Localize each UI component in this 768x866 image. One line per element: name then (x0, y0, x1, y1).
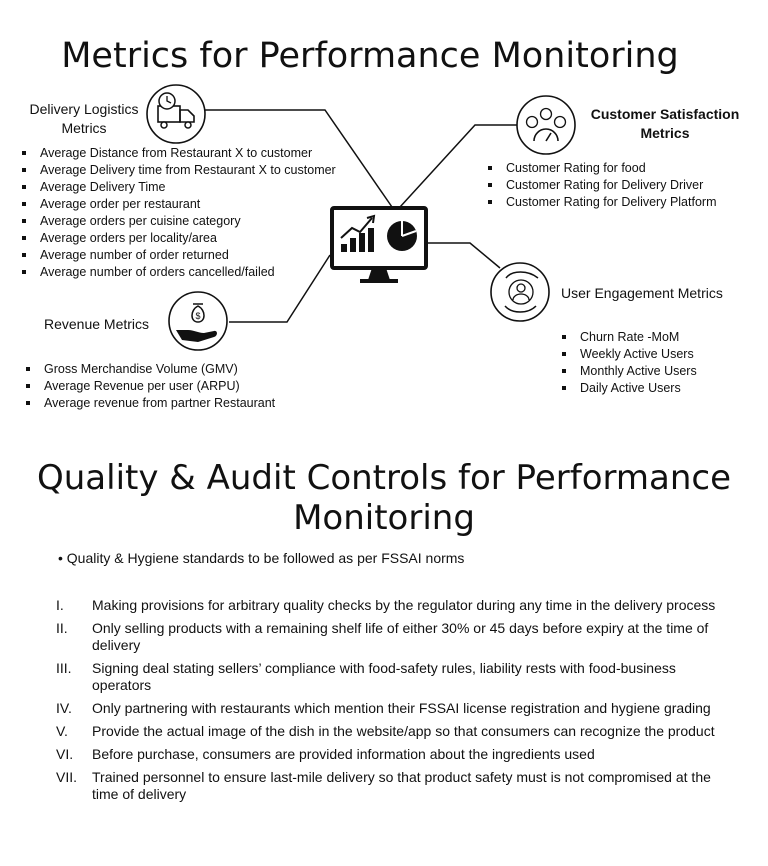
item-number: VII. (56, 769, 78, 785)
item-text: Making provisions for arbitrary quality checks by the regulator during any time in the delivery process (92, 597, 716, 613)
item-text: Only partnering with restaurants which mention their FSSAI license registration and hygiene grading (92, 700, 711, 716)
quality-bullet-text: Quality & Hygiene standards to be followed as per FSSAI norms (66, 550, 465, 566)
list-item (56, 700, 716, 717)
list-item: Average Distance from Restaurant X to customer (22, 145, 336, 162)
list-item (56, 660, 716, 694)
item-number: IV. (56, 700, 72, 716)
monitor-analytics-icon (332, 208, 426, 283)
item-number: V. (56, 723, 68, 739)
quality-section-title: Quality & Audit Controls for Performance Monitoring (36, 458, 732, 538)
svg-text:$: $ (195, 311, 201, 321)
list-item: Daily Active Users (562, 380, 697, 397)
item-number: II. (56, 620, 68, 636)
connector-engagement (427, 243, 500, 268)
list-item (56, 746, 716, 763)
list-item (56, 723, 716, 740)
revenue-metrics-list (26, 361, 275, 412)
delivery-metrics-label: Delivery Logistics Metrics (29, 101, 139, 136)
list-item (56, 597, 716, 614)
delivery-metrics-list (22, 145, 336, 281)
engagement-metrics-list (562, 329, 697, 397)
list-item (56, 620, 716, 654)
list-item: Average order per restaurant (22, 196, 336, 213)
item-text: Trained personnel to ensure last-mile delivery so that product safety must is not compromised at the time of delivery (92, 769, 711, 802)
page-title: Metrics for Performance Monitoring (61, 36, 679, 76)
list-item: Churn Rate -MoM (562, 329, 697, 346)
delivery-truck-clock-icon (147, 85, 205, 143)
list-item: Customer Rating for food (488, 160, 716, 177)
quality-bullet: • Quality & Hygiene standards to be followed as per FSSAI norms (58, 550, 465, 566)
customer-metrics-label: Customer Satisfaction Metrics (590, 106, 740, 141)
revenue-metrics-label: Revenue Metrics (44, 316, 150, 332)
list-item: Customer Rating for Delivery Driver (488, 177, 716, 194)
item-text: Only selling products with a remaining shelf life of either 30% or 45 days before expiry at the time of delivery (92, 620, 709, 653)
user-hands-icon (491, 263, 549, 321)
item-number: III. (56, 660, 72, 676)
customer-metrics-list (488, 160, 716, 211)
quality-controls-list (56, 597, 716, 809)
list-item: Gross Merchandise Volume (GMV) (26, 361, 275, 378)
item-text: Provide the actual image of the dish in the website/app so that consumers can recognize the product (92, 723, 715, 739)
list-item: Average Revenue per user (ARPU) (26, 378, 275, 395)
money-bag-hand-icon (169, 292, 227, 350)
list-item: Average number of order returned (22, 247, 336, 264)
list-item: Customer Rating for Delivery Platform (488, 194, 716, 211)
list-item: Average orders per locality/area (22, 230, 336, 247)
list-item: Average Delivery time from Restaurant X to customer (22, 162, 336, 179)
list-item: Average Delivery Time (22, 179, 336, 196)
item-number: VI. (56, 746, 74, 762)
list-item (56, 769, 716, 803)
list-item: Average number of orders cancelled/failed (22, 264, 336, 281)
item-text: Signing deal stating sellers’ compliance with food-safety rules, liability rests with food-business operators (92, 660, 676, 693)
list-item: Average revenue from partner Restaurant (26, 395, 275, 412)
engagement-metrics-label: User Engagement Metrics (561, 285, 723, 301)
list-item: Weekly Active Users (562, 346, 697, 363)
satisfaction-faces-gauge-icon (517, 96, 575, 154)
list-item: Average orders per cuisine category (22, 213, 336, 230)
list-item: Monthly Active Users (562, 363, 697, 380)
item-text: Before purchase, consumers are provided information about the ingredients used (92, 746, 595, 762)
item-number: I. (56, 597, 64, 613)
